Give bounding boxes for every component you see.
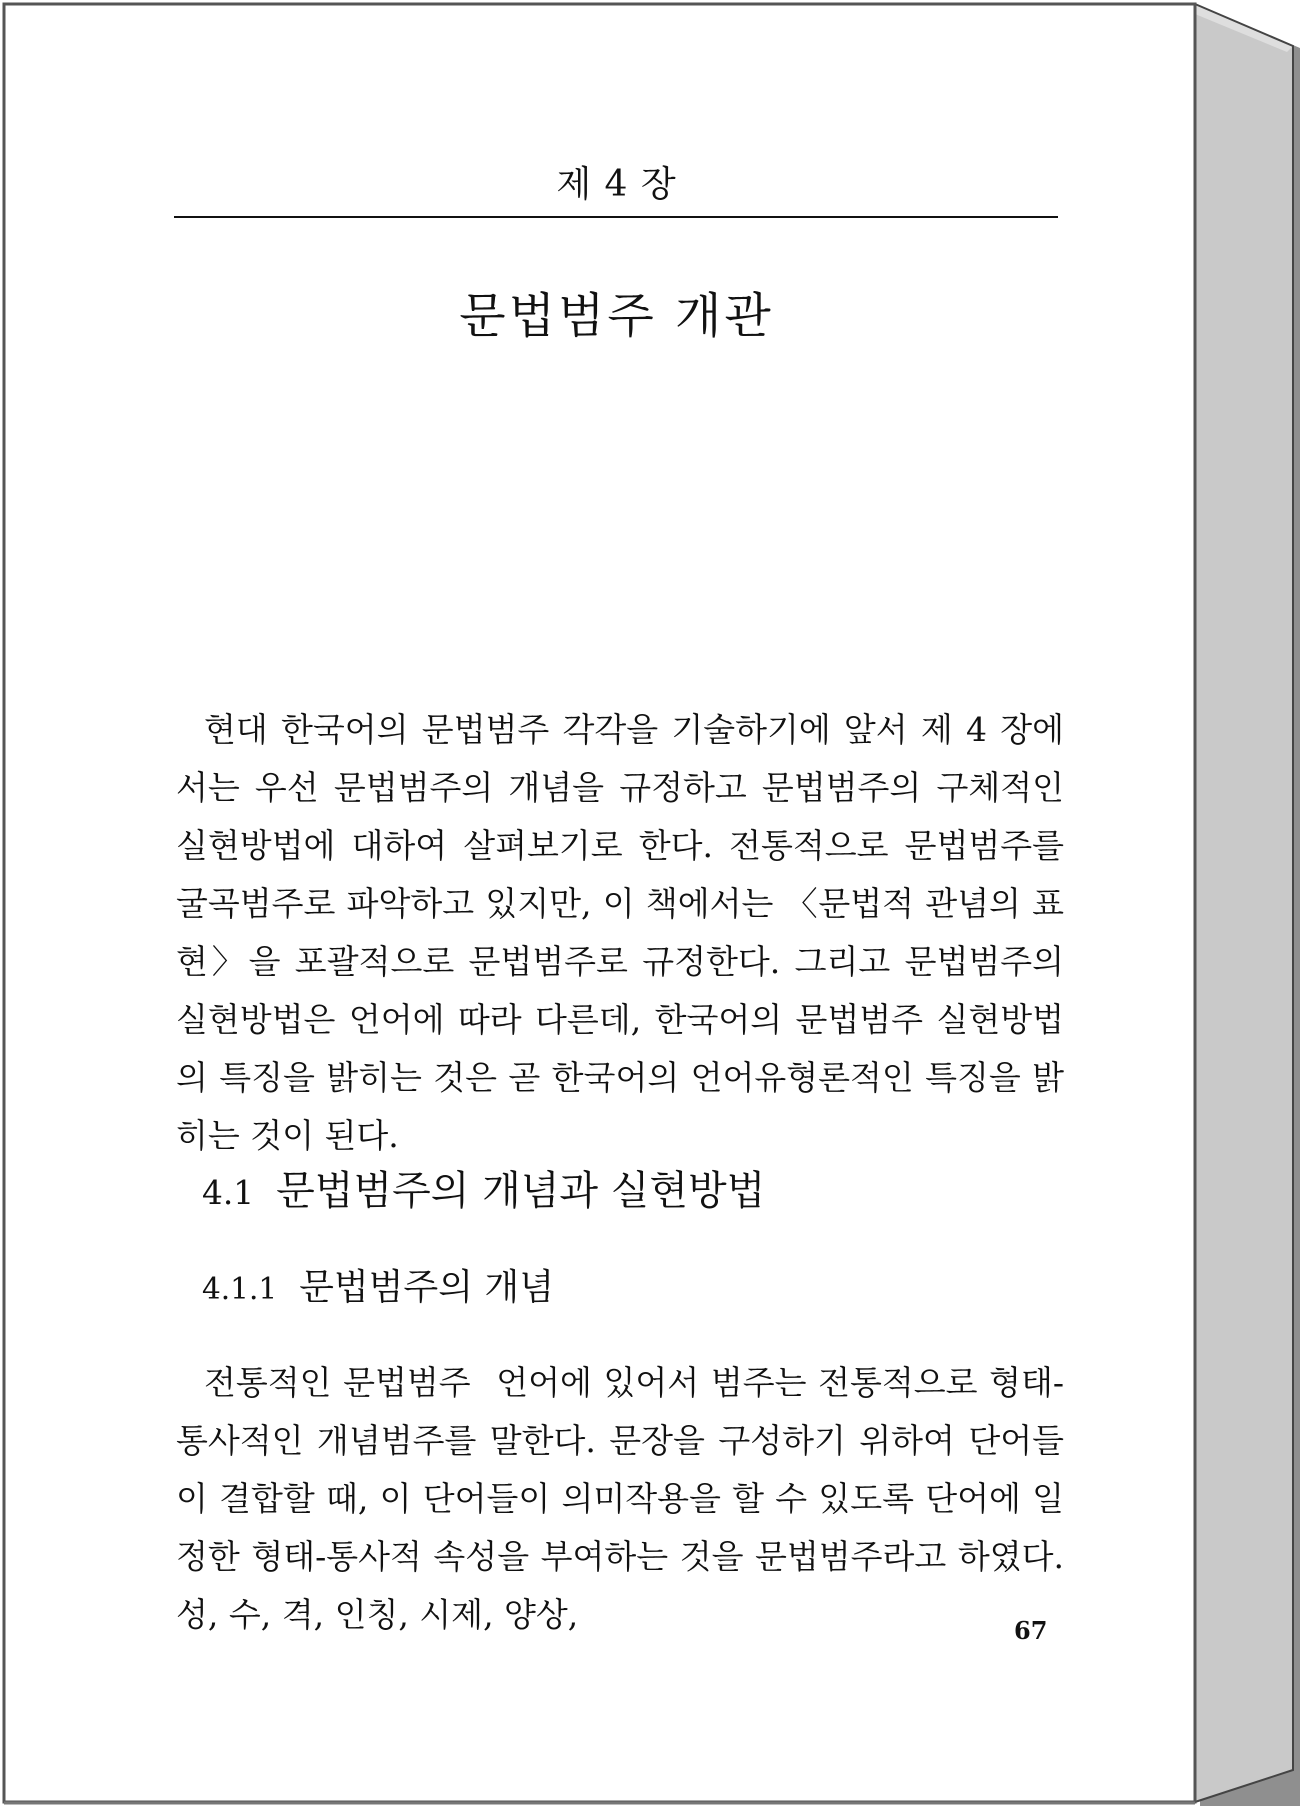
book-side-face	[1195, 4, 1293, 1802]
chapter-rule	[174, 216, 1058, 218]
section-heading	[202, 1159, 765, 1216]
run-in-heading: 전통적인 문법범주	[204, 1363, 471, 1402]
concept-paragraph	[176, 1354, 1064, 1644]
section-title: 문법범주의 개념과 실현방법	[276, 1168, 766, 1214]
concept-paragraph-text: 언어에 있어서 범주는 전통적으로 형태-통사적인 개념범주를 말한다. 문장을 구성하기 위하여 단어들이 결합할 때, 이 단어들이 의미작용을 할 수 있도록 단어에 일정한 형태-통사적 속성을 부여하는 것을 문법범주라고 하였다. 성, 수, 격, 인칭, 시제, 양상,	[176, 1363, 1064, 1634]
intro-paragraph-text: 현대 한국어의 문법범주 각각을 기술하기에 앞서 제 4 장에서는 우선 문법범주의 개념을 규정하고 문법범주의 구체적인 실현방법에 대하여 살펴보기로 한다. 전통적으로 문법범주를 굴곡범주로 파악하고 있지만, 이 책에서는 〈문법적 관념의 표현〉을 포괄적으로 문법범주로 규정한다. 그리고 문법범주의 실현방법은 언어에 따라 다른데, 한국어의 문법범주 실현방법의 특징을 밝히는 것은 곧 한국어의 언어유형론적인 특징을 밝히는 것이 된다.	[176, 710, 1064, 1155]
subsection-heading	[202, 1259, 554, 1310]
page-number: 67	[1014, 1616, 1048, 1645]
subsection-number: 4.1.1	[202, 1272, 278, 1306]
chapter-title: 문법범주 개관	[459, 288, 774, 344]
subsection-title: 문법범주의 개념	[299, 1267, 554, 1308]
section-number: 4.1	[202, 1174, 255, 1212]
chapter-label: 제 4 장	[556, 164, 677, 205]
intro-paragraph	[176, 701, 1064, 1165]
book-page	[4, 4, 1195, 1800]
